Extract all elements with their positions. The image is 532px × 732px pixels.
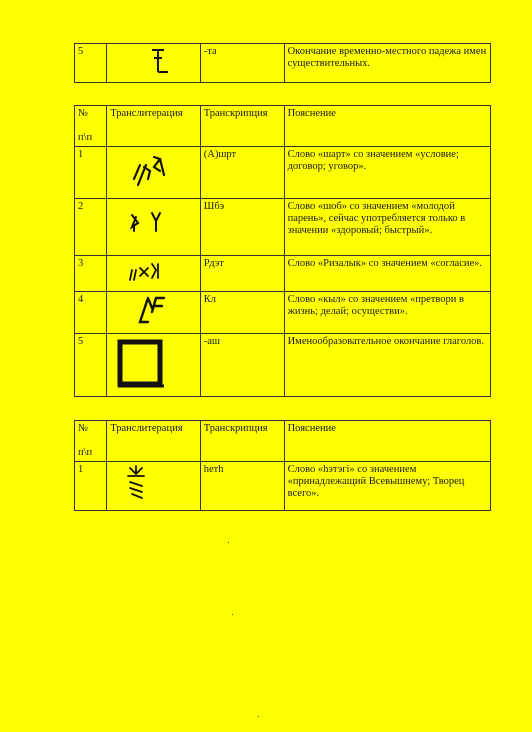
header-transliteration: Транслитерация [107, 421, 201, 462]
table-row [75, 44, 491, 83]
explanation-cell: Слово «Ризалык» со значением «согласие». [284, 256, 490, 292]
row-number: 5 [75, 44, 107, 83]
rune-kyl-icon [110, 294, 190, 330]
table-row [75, 462, 491, 511]
header-transcription: Транскрипция [200, 421, 284, 462]
row-number: 3 [75, 256, 107, 292]
transliteration-cell [107, 199, 201, 256]
transcription-cell: -аш [200, 334, 284, 397]
rune-shob-icon [110, 201, 190, 251]
row-number: 1 [75, 147, 107, 199]
transcription-cell: hетh [200, 462, 284, 511]
transcription-cell: Кл [200, 292, 284, 334]
transliteration-cell [107, 334, 201, 397]
explanation-cell: Слово «шарт» со значением «условие; договор; уговор». [284, 147, 490, 199]
header-number [75, 421, 107, 462]
rune-shart-icon [110, 149, 190, 195]
header-transcription: Транскрипция [200, 106, 284, 147]
header-explanation: Пояснение [284, 421, 490, 462]
rune-suffix-ta-icon [110, 46, 190, 80]
header-number [75, 106, 107, 147]
explanation-cell: Слово «шоб» со значением «молодой парень», сейчас употребляется только в значении «здоровый; быстрый». [284, 199, 490, 256]
header-transliteration: Транслитерация [107, 106, 201, 147]
header-explanation: Пояснение [284, 106, 490, 147]
explanation-cell: Именообразовательное окончание глаголов. [284, 334, 490, 397]
table-header-row [75, 106, 491, 147]
table-runes-main [74, 105, 491, 397]
transliteration-cell [107, 292, 201, 334]
header-number-symbol: № [78, 108, 89, 119]
rune-rizalyk-icon [110, 258, 190, 288]
transliteration-cell [107, 147, 201, 199]
transcription-cell: Шбэ [200, 199, 284, 256]
scan-speck [228, 542, 229, 543]
explanation-cell: Слово «кыл» со значением «претвори в жизнь; делай; осуществи». [284, 292, 490, 334]
scan-speck [258, 716, 259, 717]
table-row [75, 147, 491, 199]
rune-ash-box-icon [110, 336, 190, 394]
rune-hetegi-icon [110, 464, 190, 508]
transcription-cell: Рдэт [200, 256, 284, 292]
explanation-cell: Окончание временно-местного падежа имен существительных. [284, 44, 490, 83]
scan-speck [232, 614, 233, 615]
row-number: 4 [75, 292, 107, 334]
table-header-row [75, 421, 491, 462]
header-number-abbr: п\п [78, 447, 93, 458]
table-row [75, 334, 491, 397]
transliteration-cell [107, 44, 201, 83]
table-row [75, 292, 491, 334]
table-runes-hetegi [74, 420, 491, 511]
transliteration-cell [107, 462, 201, 511]
transcription-cell: (А)шрт [200, 147, 284, 199]
explanation-cell: Слово «hэтэгi» со значением «принадлежащий Всевышнему; Творец всего». [284, 462, 490, 511]
table-top-fragment [74, 43, 491, 83]
row-number: 2 [75, 199, 107, 256]
row-number: 1 [75, 462, 107, 511]
row-number: 5 [75, 334, 107, 397]
header-number-symbol: № [78, 423, 89, 434]
transliteration-cell [107, 256, 201, 292]
header-number-abbr: п\п [78, 132, 93, 143]
table-row [75, 199, 491, 256]
table-row [75, 256, 491, 292]
transcription-cell: -та [200, 44, 284, 83]
